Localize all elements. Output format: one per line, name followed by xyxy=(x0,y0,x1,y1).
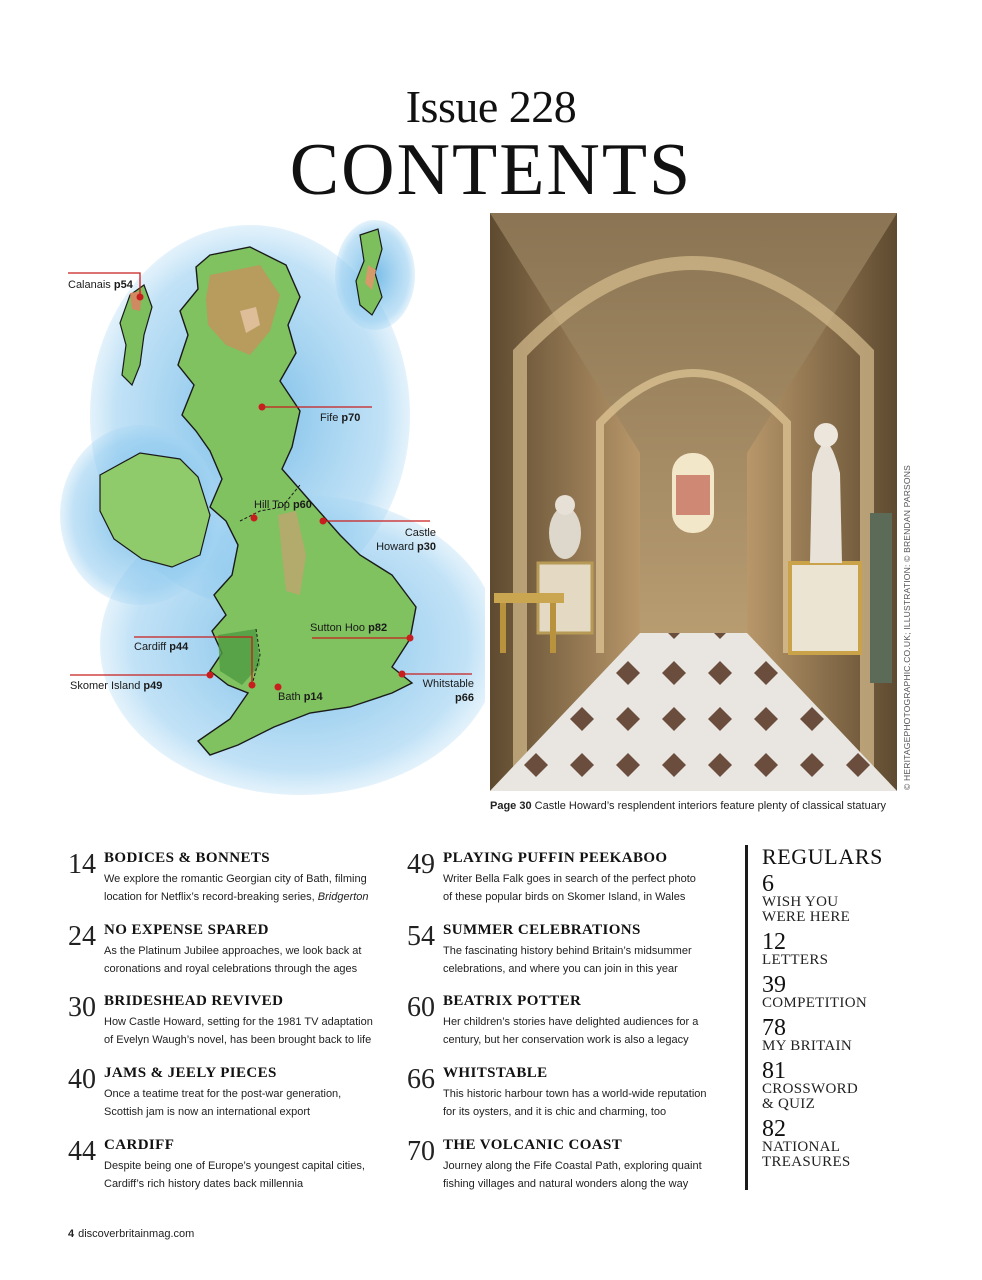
calanais-pin xyxy=(137,294,144,301)
gilded-table-leg-1 xyxy=(500,603,506,653)
whitstable-label: Whitstable xyxy=(422,678,474,690)
hilltop-label: Hill Top p60 xyxy=(254,499,312,511)
entry-page-number: 24 xyxy=(68,921,96,952)
entry-description: Once a teatime treat for the post-war generation, Scottish jam is now an international export xyxy=(104,1088,342,1118)
left-bust-head xyxy=(555,495,575,515)
entry-title: WHITSTABLE xyxy=(443,1065,548,1081)
right-statue-head xyxy=(814,423,838,447)
regular-item[interactable] xyxy=(762,1060,945,1112)
sutton-hoo-pin xyxy=(407,635,414,642)
entry-description: Journey along the Fife Coastal Path, exploring quaint fishing villages and natural wonders along the way xyxy=(443,1160,702,1190)
castle-howard-photo xyxy=(490,213,897,791)
entry-title: BRIDESHEAD REVIVED xyxy=(104,993,284,1009)
regular-page-number: 39 xyxy=(762,972,786,998)
entry-title: THE VOLCANIC COAST xyxy=(443,1137,623,1153)
entry-page-number: 30 xyxy=(68,992,96,1023)
regulars-title: REGULARS xyxy=(762,844,883,869)
entry-title: PLAYING PUFFIN PEEKABOO xyxy=(443,850,668,866)
footer-website[interactable]: discoverbritainmag.com xyxy=(78,1228,195,1240)
castle-howard-label-2: Howard p30 xyxy=(376,541,436,553)
entry-page-number: 70 xyxy=(407,1136,435,1167)
whitstable-page: p66 xyxy=(455,692,474,704)
entry-description: Writer Bella Falk goes in search of the perfect photo of these popular birds on Skomer Island, in Wales xyxy=(443,873,696,903)
fife-pin xyxy=(259,404,266,411)
regular-label: LETTERS xyxy=(762,952,829,968)
entry-page-number: 49 xyxy=(407,849,435,880)
entry-page-number: 44 xyxy=(68,1136,96,1167)
page-footer xyxy=(68,1228,194,1240)
entry-description: The fascinating history behind Britain’s midsummer celebrations, and where you can join in this year xyxy=(443,945,692,975)
regular-label: WISH YOU WERE HERE xyxy=(762,894,851,925)
cardiff-pin xyxy=(249,682,256,689)
regular-page-number: 12 xyxy=(762,929,786,955)
right-pedestal xyxy=(790,563,860,653)
issue-number: Issue 228 xyxy=(405,81,577,132)
regular-label: NATIONAL TREASURES xyxy=(762,1139,851,1170)
marble-column xyxy=(870,513,892,683)
entry-description: Despite being one of Europe’s youngest capital cities, Cardiff’s rich history dates back millennia xyxy=(104,1160,365,1190)
sutton-hoo-label: Sutton Hoo p82 xyxy=(310,622,388,634)
regular-item[interactable] xyxy=(762,1118,945,1170)
regular-page-number: 82 xyxy=(762,1116,786,1142)
photo-credit: © HERITAGEPHOTOGRAPHIC.CO.UK; ILLUSTRATION: © BRENDAN PARSONS xyxy=(902,465,912,790)
whitstable-pin xyxy=(399,671,406,678)
regular-item[interactable] xyxy=(762,873,945,925)
bath-label: Bath p14 xyxy=(278,691,323,703)
regulars-panel xyxy=(745,845,945,1190)
castle-howard-label-1: Castle xyxy=(404,527,436,539)
regular-page-number: 6 xyxy=(762,871,774,897)
regular-item[interactable] xyxy=(762,1017,945,1054)
cardiff-label: Cardiff p44 xyxy=(134,641,189,653)
map-illustration xyxy=(60,215,485,805)
entry-title: CARDIFF xyxy=(104,1137,175,1153)
regular-label: COMPETITION xyxy=(762,995,867,1011)
hilltop-pin xyxy=(251,515,258,522)
regular-item[interactable] xyxy=(762,931,945,968)
regular-page-number: 81 xyxy=(762,1058,786,1084)
regular-page-number: 78 xyxy=(762,1015,786,1041)
entry-title: BEATRIX POTTER xyxy=(443,993,582,1009)
entry-page-number: 66 xyxy=(407,1064,435,1095)
stained-glass xyxy=(676,475,710,515)
entry-title: BODICES & BONNETS xyxy=(104,850,271,866)
entry-description: Her children’s stories have delighted audiences for a century, but her conservation work is also a legacy xyxy=(443,1016,699,1046)
skomer-pin xyxy=(207,672,214,679)
entry-page-number: 40 xyxy=(68,1064,96,1095)
britain-map xyxy=(60,215,485,805)
entry-page-number: 54 xyxy=(407,921,435,952)
gilded-table-leg-2 xyxy=(550,603,556,653)
entry-title: JAMS & JEELY PIECES xyxy=(104,1065,277,1081)
entry-page-number: 14 xyxy=(68,849,96,880)
photo-caption: Page 30 Castle Howard’s resplendent interiors feature plenty of classical statuary xyxy=(490,800,887,812)
page-title: CONTENTS xyxy=(289,129,693,211)
gilded-table-top xyxy=(494,593,564,603)
corridor-illustration xyxy=(490,213,897,791)
entry-page-number: 60 xyxy=(407,992,435,1023)
skomer-label: Skomer Island p49 xyxy=(70,680,163,692)
castle-howard-pin xyxy=(320,518,327,525)
page-header xyxy=(0,81,982,211)
bath-pin xyxy=(275,684,282,691)
fife-label: Fife p70 xyxy=(320,412,361,424)
regular-label: CROSSWORD & QUIZ xyxy=(762,1081,859,1112)
calanais-label: Calanais p54 xyxy=(68,279,133,291)
entry-title: NO EXPENSE SPARED xyxy=(104,922,269,938)
regular-label: MY BRITAIN xyxy=(762,1038,852,1054)
entry-title: SUMMER CELEBRATIONS xyxy=(443,922,641,938)
regular-item[interactable] xyxy=(762,974,945,1011)
entry-description: How Castle Howard, setting for the 1981 TV adaptation of Evelyn Waugh’s novel, has been brought back to life xyxy=(104,1016,373,1046)
entry-description: This historic harbour town has a world-wide reputation for its oysters, and it is chic and charming, too xyxy=(443,1088,707,1118)
entry-description: As the Platinum Jubilee approaches, we look back at coronations and royal celebrations through the ages xyxy=(104,945,362,975)
footer-page-number: 4 xyxy=(68,1228,75,1240)
entry-description: We explore the romantic Georgian city of Bath, filming location for Netflix’s record-breaking series, Bridgerton xyxy=(104,873,369,903)
